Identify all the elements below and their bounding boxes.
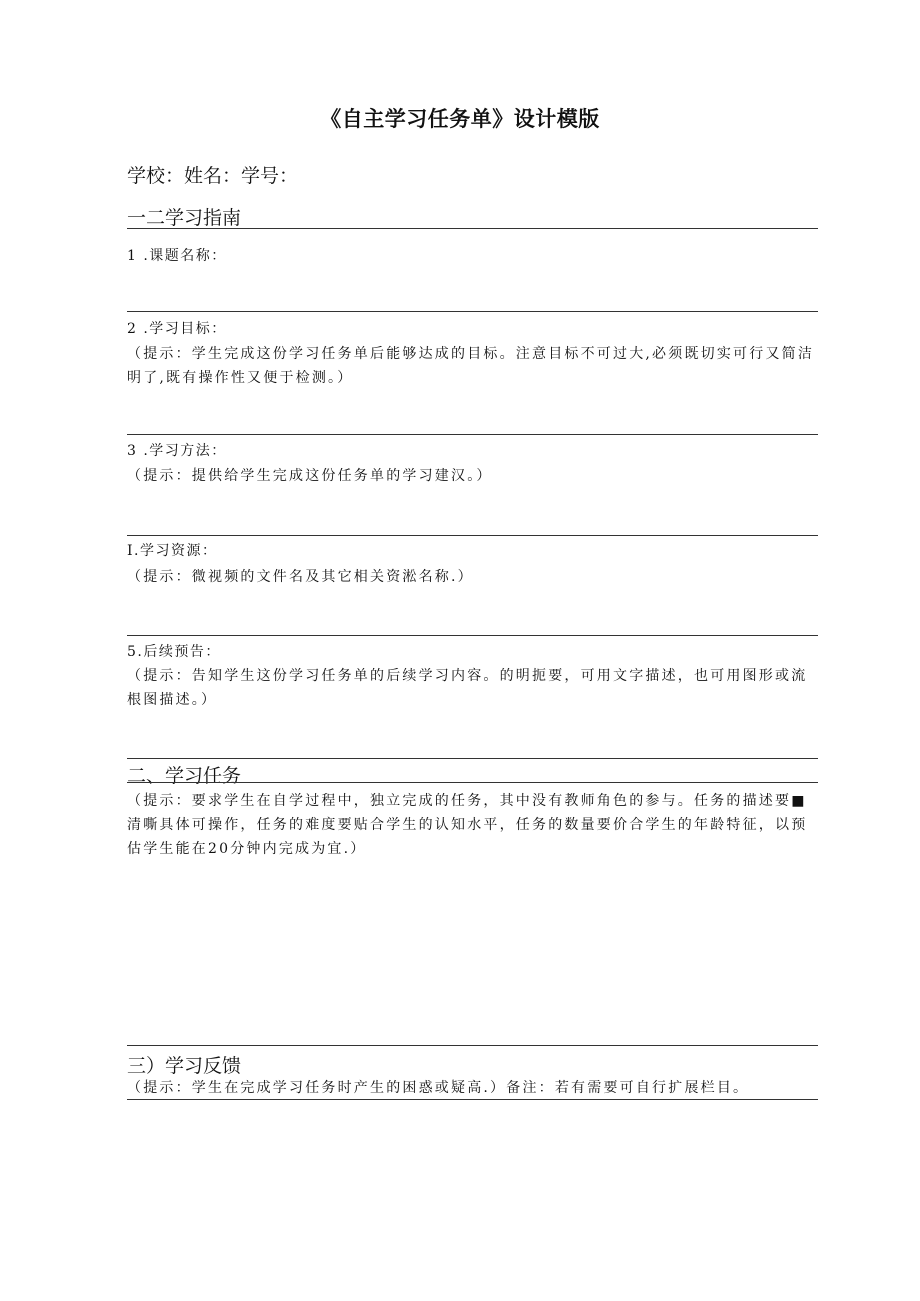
resources-label: I.学习资源：	[127, 543, 218, 559]
tasks-end-rule	[127, 1045, 818, 1046]
methods-rule	[127, 535, 818, 536]
course-name-rule	[127, 311, 818, 312]
course-name-label: 1 .课题名称：	[127, 248, 227, 264]
objectives-label: 2 .学习目标：	[127, 321, 227, 337]
resources-hint: （提示：微视频的文件名及其它相关资淞名称.）	[127, 569, 474, 585]
section1-rule	[127, 228, 818, 229]
preview-label: 5.后续预告：	[127, 644, 221, 660]
feedback-rule	[127, 1099, 818, 1100]
section2-rule	[127, 782, 818, 783]
preview-rule	[127, 758, 818, 759]
document-title: 《自主学习任务单》设计模版	[320, 107, 600, 131]
resources-rule	[127, 635, 818, 636]
feedback-hint: （提示：学生在完成学习任务时产生的困惑或疑高.）备注：若有需要可自行扩展栏目。	[127, 1080, 750, 1096]
section3-heading: 三）学习反馈	[127, 1055, 242, 1077]
methods-hint: （提示：提供给学生完成这份任务单的学习建汉。）	[127, 468, 493, 484]
methods-label: 3 .学习方法：	[127, 443, 227, 459]
objectives-hint: （提示：学生完成这份学习任务单后能够达成的目标。注意目标不可过大,必须既切实可行又简洁明了,既有操作性又便于检测。）	[127, 346, 815, 386]
section2-heading: 二、学习任务	[127, 765, 242, 787]
objectives-rule	[127, 434, 818, 435]
info-line: 学校：姓名：学号：	[127, 165, 299, 187]
section1-heading: 一二学习指南	[127, 207, 242, 229]
preview-hint: （提示：告知学生这份学习任务单的后续学习内容。的明扼要，可用文字描述，也可用图形或流根图描述。）	[127, 668, 808, 708]
tasks-hint: （提示：要求学生在自学过程中，独立完成的任务，其中没有教师角色的参与。任务的描述要■清嘶具体可操作，任务的难度要贴合学生的认知水平，任务的数量要价合学生的年龄特征，以预估学生能在20分钟内完成为宜.）	[127, 793, 808, 857]
